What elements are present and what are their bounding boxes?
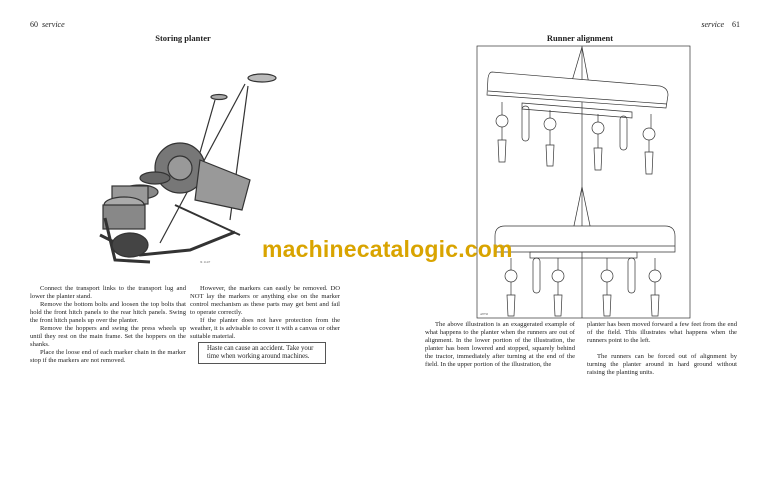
paragraph: However, the markers can easily be removed. DO NOT lay the markers or anything else on the marker control mechanism as these parts may get bent and fail to operate correctly. bbox=[190, 285, 340, 316]
right-figure-code: A8750 bbox=[480, 312, 489, 316]
right-page-number: 61 bbox=[732, 20, 740, 29]
paragraph: If the planter does not have protection from the weather, it is advisable to cover it with a canvas or other suitable material. bbox=[190, 317, 340, 340]
left-column-1 bbox=[30, 285, 186, 365]
upper-planting-units bbox=[496, 102, 655, 174]
left-column-2 bbox=[190, 285, 340, 341]
left-page-title: Storing planter bbox=[155, 33, 211, 43]
paragraph: Remove the bottom bolts and loosen the top bolts that hold the front hitch panels to the rear hitch panels. Swing the front hitch panels up over the planter. bbox=[30, 301, 186, 324]
planter-illustration bbox=[100, 74, 276, 262]
right-page-title: Runner alignment bbox=[546, 33, 614, 43]
paragraph: Connect the transport links to the transport lug and lower the planter stand. bbox=[30, 285, 186, 300]
left-section-label: service bbox=[42, 20, 65, 29]
left-figure-code: X 1147 bbox=[200, 260, 211, 264]
paragraph: Place the loose end of each marker chain in the marker stop if the markers are not removed. bbox=[30, 349, 186, 364]
right-section-label: service bbox=[701, 20, 724, 29]
lower-planting-units bbox=[505, 258, 661, 316]
right-column-1 bbox=[425, 321, 575, 369]
paragraph: The runners can be forced out of alignment by turning the planter around in hard ground without raising the planting units. bbox=[587, 353, 737, 376]
runner-alignment-diagram bbox=[477, 46, 690, 318]
paragraph: Remove the hoppers and swing the press wheels up until they rest on the main frame. Set the hoppers on the shanks. bbox=[30, 325, 186, 348]
paragraph: The above illustration is an exaggerated example of what happens to the planter when the runners are out of alignment. In the lower portion of the illustration, the planter has been lowered and stopped, squarely behind the tractor, immediately after turning at the end of the field. In the upper portion of the illustration, the bbox=[425, 321, 575, 368]
paragraph: planter has been moved forward a few feet from the end of the field. This illustrates what happens when the runners point to the left. bbox=[587, 321, 737, 344]
right-column-2 bbox=[587, 321, 737, 377]
watermark: machinecatalogic.com bbox=[262, 236, 513, 262]
safety-warning-box: Haste can cause an accident. Take your time when working around machines. bbox=[198, 342, 326, 364]
left-page-number: 60 bbox=[30, 20, 38, 29]
